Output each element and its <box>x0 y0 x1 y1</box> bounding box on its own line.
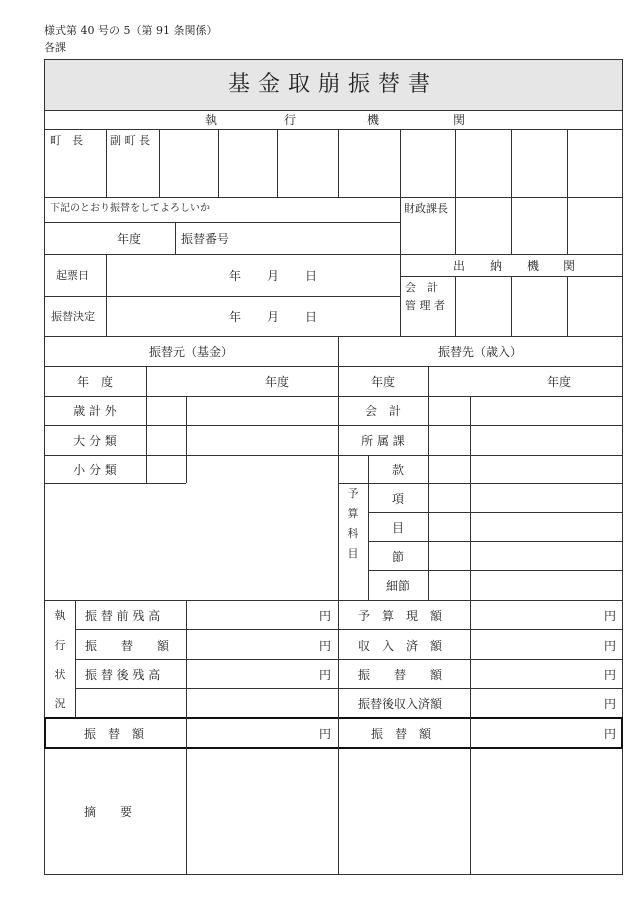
status-side-char: 執 <box>54 609 66 622</box>
section-label: 所 属 課 <box>361 434 405 448</box>
rule <box>455 276 456 336</box>
total-left-label: 振 替 額 <box>84 727 145 741</box>
rule <box>44 336 623 337</box>
budget-items-char: 科 <box>347 527 359 540</box>
date-month: 月 <box>267 269 280 283</box>
rule <box>428 396 429 600</box>
rule <box>338 483 623 484</box>
rule <box>75 688 623 689</box>
department-label: 各課 <box>44 41 66 54</box>
status-right-label: 収 入 済 額 <box>358 639 443 653</box>
total-rule-right <box>621 717 623 749</box>
rule <box>44 254 623 255</box>
rule <box>44 600 623 601</box>
rule <box>146 396 147 483</box>
budget-item-kan: 款 <box>391 463 404 477</box>
date-month: 月 <box>267 310 280 324</box>
rule <box>44 483 186 484</box>
disbursement-heading-char: 関 <box>563 259 576 273</box>
rule <box>368 512 623 513</box>
destination-year-label: 年度 <box>370 375 395 389</box>
rule <box>106 254 107 336</box>
rule <box>75 629 623 630</box>
rule <box>44 455 623 456</box>
yen-unit: 円 <box>604 727 617 741</box>
source-heading: 振替元（基金） <box>148 345 233 359</box>
status-right-label: 振 替 額 <box>358 668 443 682</box>
draft-date-label: 起票日 <box>56 269 89 282</box>
finance-head-label: 財政課長 <box>404 202 448 215</box>
yen-unit: 円 <box>319 609 332 623</box>
yen-unit: 円 <box>319 668 332 682</box>
status-left-label: 振 替 額 <box>85 639 170 653</box>
total-rule-bottom <box>44 747 623 749</box>
rule <box>44 129 623 130</box>
rule <box>44 197 623 198</box>
major-class-label: 大 分 類 <box>73 434 117 448</box>
rule <box>175 222 176 254</box>
rule <box>44 396 623 397</box>
rule <box>470 396 471 875</box>
accountant-label-line1: 会 計 <box>405 281 438 294</box>
mayor-label: 町 長 <box>50 134 83 147</box>
fiscal-year-label: 年度 <box>117 232 142 246</box>
rule <box>368 570 623 571</box>
status-side-char: 行 <box>54 639 66 652</box>
budget-items-char: 算 <box>347 507 359 520</box>
rule <box>368 541 623 542</box>
status-side-char: 況 <box>54 697 66 710</box>
form-title: 基金取崩振替書 <box>227 72 438 97</box>
budget-items-char: 予 <box>347 487 359 500</box>
rule <box>44 110 623 111</box>
execution-heading-char: 行 <box>284 113 297 127</box>
rule <box>567 276 568 336</box>
disbursement-heading-char: 納 <box>490 259 503 273</box>
total-rule-left <box>44 717 46 749</box>
status-side-char: 状 <box>54 668 66 681</box>
rule <box>428 366 429 396</box>
rule <box>567 129 568 254</box>
destination-year-suffix: 年度 <box>547 375 572 389</box>
rule <box>159 129 160 197</box>
budget-item-moku: 目 <box>391 521 404 535</box>
execution-heading-char: 機 <box>367 113 380 127</box>
rule <box>338 129 339 197</box>
account-label: 会 計 <box>364 404 401 418</box>
rule <box>44 222 400 223</box>
rule <box>146 366 147 396</box>
disbursement-heading-char: 機 <box>527 259 540 273</box>
status-left-label: 振 替 前 残 高 <box>85 609 161 623</box>
transfer-number-label: 振替番号 <box>181 232 230 246</box>
yen-unit: 円 <box>319 727 332 741</box>
date-day: 日 <box>305 269 318 283</box>
rule <box>186 396 187 483</box>
yen-unit: 円 <box>319 639 332 653</box>
rule <box>44 425 623 426</box>
border-right <box>622 59 623 875</box>
border-bottom <box>44 874 623 875</box>
date-day: 日 <box>305 310 318 324</box>
budget-items-char: 目 <box>347 547 359 560</box>
rule <box>44 366 623 367</box>
date-year: 年 <box>229 269 242 283</box>
status-left-label: 振 替 後 残 高 <box>85 668 161 682</box>
budget-item-setsu: 節 <box>391 550 404 564</box>
rule <box>400 129 401 336</box>
rule <box>186 600 187 875</box>
form-reference: 様式第 40 号の 5（第 91 条関係） <box>44 24 218 37</box>
yen-unit: 円 <box>604 639 617 653</box>
date-year: 年 <box>229 310 242 324</box>
status-right-label: 予 算 現 額 <box>358 609 443 623</box>
yen-unit: 円 <box>604 609 617 623</box>
source-year-suffix: 年度 <box>265 375 290 389</box>
rule <box>44 296 400 297</box>
rule <box>75 600 76 717</box>
total-rule-top <box>44 717 623 719</box>
rule <box>106 129 107 197</box>
rule <box>218 129 219 197</box>
rule <box>455 129 456 254</box>
total-right-label: 振 替 額 <box>371 727 432 741</box>
source-year-label: 年 度 <box>76 375 113 389</box>
rule <box>511 276 512 336</box>
yen-unit: 円 <box>604 668 617 682</box>
rule <box>511 129 512 254</box>
execution-heading-char: 関 <box>453 113 466 127</box>
yen-unit: 円 <box>604 697 617 711</box>
decision-date-label: 振替決定 <box>51 310 95 323</box>
vice-mayor-label: 副 町 長 <box>110 134 150 147</box>
budget-item-saisetsu: 細節 <box>385 579 410 593</box>
disbursement-heading-char: 出 <box>453 259 466 273</box>
rule <box>277 129 278 197</box>
rule <box>75 659 623 660</box>
request-text: 下記のとおり振替をしてよろしいか <box>50 203 210 214</box>
destination-heading: 振替先（歳入） <box>437 345 522 359</box>
execution-heading-char: 執 <box>205 113 218 127</box>
minor-class-label: 小 分 類 <box>73 463 117 477</box>
summary-label: 摘 要 <box>84 805 133 819</box>
extra-budget-label: 歳 計 外 <box>73 404 117 418</box>
budget-item-kou: 項 <box>391 492 404 506</box>
accountant-label-line2: 管 理 者 <box>405 299 445 312</box>
status-right-label: 振替後収入済額 <box>358 697 443 711</box>
border-top <box>44 59 623 60</box>
